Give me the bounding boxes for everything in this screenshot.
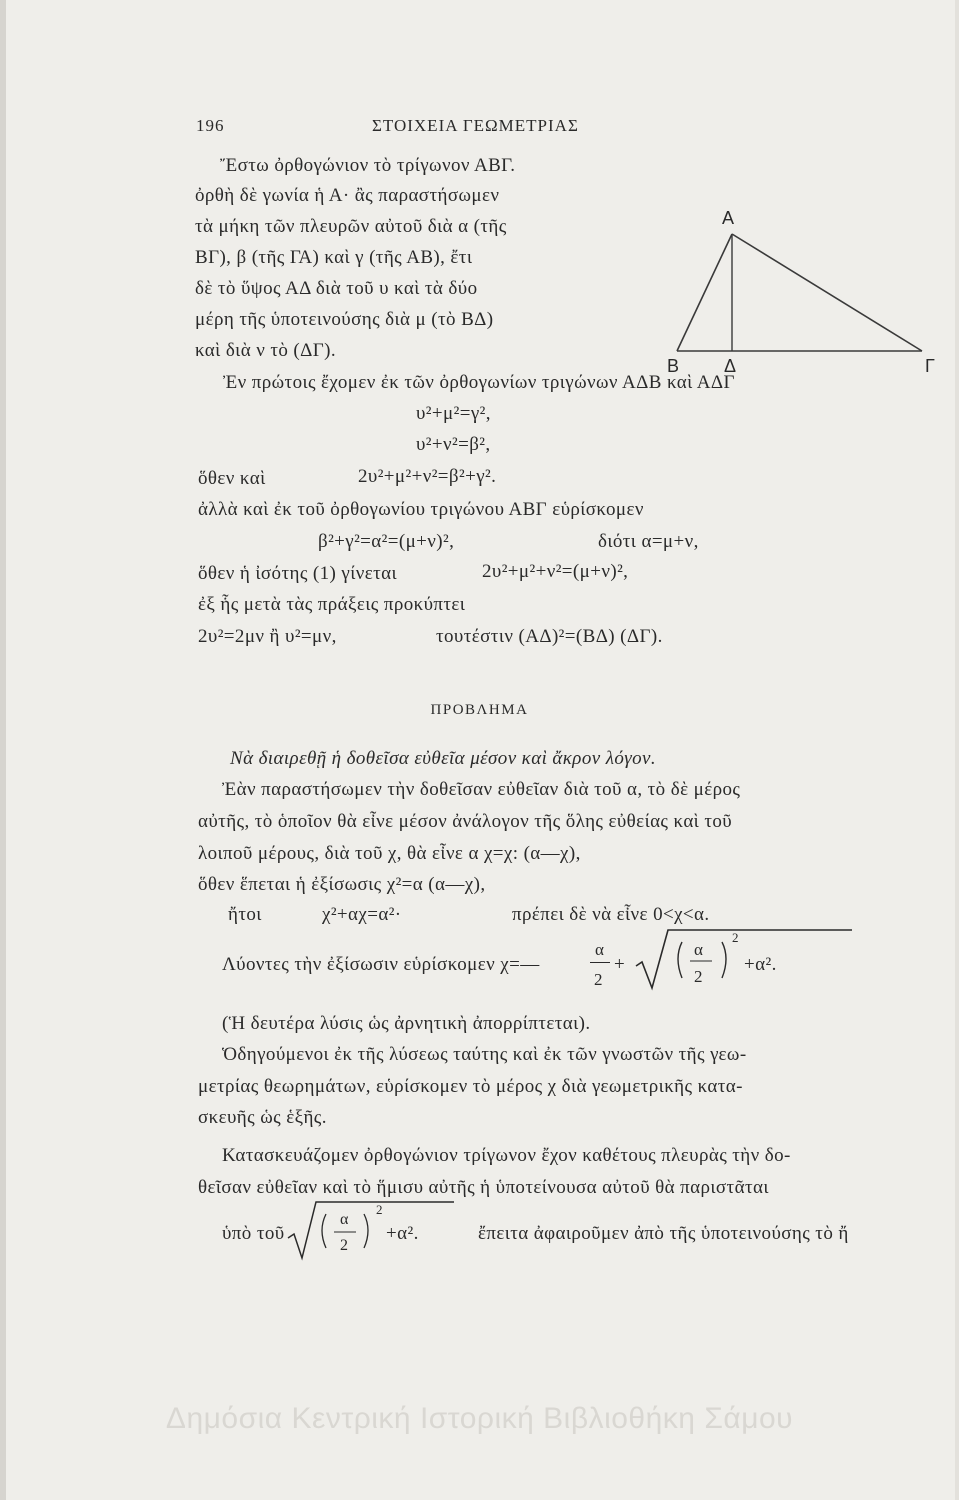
equation: χ²+αχ=α²· [322, 904, 402, 925]
problem-heading: ΠΡΟΒΛΗΜΑ [430, 702, 529, 718]
root-fraction-numerator: α [694, 940, 704, 959]
equation: τουτέστιν (ΑΔ)²=(ΒΔ) (ΔΓ). [436, 626, 663, 647]
root-fraction-denominator: 2 [694, 967, 703, 986]
equation: β²+γ²=α²=(μ+ν)², [318, 531, 455, 552]
equation: 2υ²+μ²+ν²=(μ+ν)², [482, 561, 629, 582]
text-line: ὅθεν ἡ ἰσότης (1) γίνεται [198, 563, 397, 584]
problem-statement: Νὰ διαιρεθῇ ἡ δοθεῖσα εὐθεῖα μέσον καὶ ἄκρον λόγον. [230, 748, 656, 769]
text-line: δὲ τὸ ὕψος ΑΔ διὰ τοῦ υ καὶ τὰ δύο [195, 278, 478, 299]
fraction-numerator: α [595, 940, 605, 959]
text-line: Ἐν πρώτοις ἔχομεν ἐκ τῶν ὀρθογωνίων τριγώνων ΑΔΒ καὶ ΑΔΓ [223, 372, 735, 393]
root-fraction-denominator: 2 [340, 1237, 349, 1254]
text-line: Κατασκευάζομεν ὀρθογώνιον τρίγωνον ἔχον καθέτους πλευρὰς τὴν δο- [222, 1145, 791, 1166]
text-line: αὐτῆς, τὸ ὁποῖον θὰ εἶνε μέσον ἀνάλογον τῆς ὅλης εὐθείας καὶ τοῦ [198, 811, 733, 832]
equation: υ²+ν²=β², [416, 434, 491, 455]
vertex-label-a: Α [722, 208, 735, 228]
text-line: πρέπει δὲ νὰ εἶνε 0<χ<α. [512, 904, 710, 925]
text-line: θεῖσαν εὐθεῖαν καὶ τὸ ἥμισυ αὐτῆς ἡ ὑποτείνουσα αὐτοῦ θὰ παριστᾶται [198, 1177, 769, 1198]
triangle-figure [660, 210, 940, 390]
text-line: σκευῆς ὡς ἑξῆς. [198, 1107, 327, 1128]
text-line: Ἔστω ὀρθογώνιον τὸ τρίγωνον ΑΒΓ. [220, 155, 516, 176]
equation: υ²+μ²=γ², [416, 403, 491, 424]
side-ab [677, 234, 732, 351]
text-line: Ὁδηγούμενοι ἐκ τῆς λύσεως ταύτης καὶ ἐκ τῶν γνωστῶν τῆς γεω- [222, 1044, 747, 1065]
scan-border-left [0, 0, 6, 1500]
text-line: λοιποῦ μέρους, διὰ τοῦ χ, θὰ εἶνε α χ=χ: (α—χ), [198, 843, 581, 864]
equation: διότι α=μ+ν, [598, 531, 699, 552]
root-fraction-numerator: α [340, 1211, 349, 1228]
text-line: Ἐὰν παραστήσωμεν τὴν δοθεῖσαν εὐθεῖαν διὰ τοῦ α, τὸ δὲ μέρος [222, 779, 741, 800]
text-line: ὅθεν καὶ [198, 468, 266, 489]
side-ag [732, 234, 922, 351]
text-line: ἀλλὰ καὶ ἐκ τοῦ ὀρθογωνίου τριγώνου ΑΒΓ εὑρίσκομεν [198, 499, 644, 520]
equation: +α². [386, 1223, 419, 1244]
text-line: τὰ μήκη τῶν πλευρῶν αὐτοῦ διὰ α (τῆς [195, 216, 507, 237]
fraction-bar [590, 962, 610, 963]
text-line: ὅθεν ἕπεται ἡ ἐξίσωσις χ²=α (α—χ), [198, 874, 486, 895]
plus-sign: + [614, 954, 626, 975]
text-line: μέρη τῆς ὑποτεινούσης διὰ μ (τὸ ΒΔ) [195, 309, 494, 330]
equation: 2υ²=2μν ἢ υ²=μν, [198, 626, 337, 647]
text-line: ὀρθὴ δὲ γωνία ἡ Α· ἂς παραστήσωμεν [195, 185, 500, 206]
vertex-label-g: Γ [925, 356, 936, 376]
scan-border-right [955, 0, 959, 1500]
text-line: καὶ διὰ ν τὸ (ΔΓ). [195, 340, 337, 361]
equation: +α². [744, 954, 777, 975]
text-line: ἤτοι [228, 904, 262, 925]
fraction-denominator: 2 [594, 970, 603, 989]
vertex-label-b: Β [667, 356, 680, 376]
exponent: 2 [732, 930, 739, 945]
text-line: ἐξ ἧς μετὰ τὰς πράξεις προκύπτει [198, 594, 466, 615]
running-title: ΣΤΟΙΧΕΙΑ ΓΕΩΜΕΤΡΙΑΣ [372, 116, 579, 135]
square-root-sign [286, 1200, 456, 1262]
vertex-label-d: Δ [724, 356, 737, 376]
text-line: Λύοντες τὴν ἐξίσωσιν εὑρίσκομεν χ=— [222, 954, 540, 975]
exponent: 2 [376, 1202, 383, 1217]
text-line: ἔπειτα ἀφαιροῦμεν ἀπὸ τῆς ὑποτεινούσης τὸ ἤ [478, 1223, 849, 1244]
text-line: ὑπὸ τοῦ [222, 1223, 285, 1244]
text-line: μετρίας θεωρημάτων, εὑρίσκομεν τὸ μέρος χ διὰ γεωμετρικῆς κατα- [198, 1076, 743, 1097]
text-line: ΒΓ), β (τῆς ΓΑ) καὶ γ (τῆς ΑΒ), ἔτι [195, 247, 473, 268]
text-line: (Ἡ δευτέρα λύσις ὡς ἀρνητικὴ ἀπορρίπτεται). [222, 1013, 591, 1034]
equation: 2υ²+μ²+ν²=β²+γ². [358, 466, 497, 487]
page-number: 196 [196, 116, 225, 135]
library-watermark: Δημόσια Κεντρική Ιστορική Βιβλιοθήκη Σάμου [165, 1402, 794, 1435]
